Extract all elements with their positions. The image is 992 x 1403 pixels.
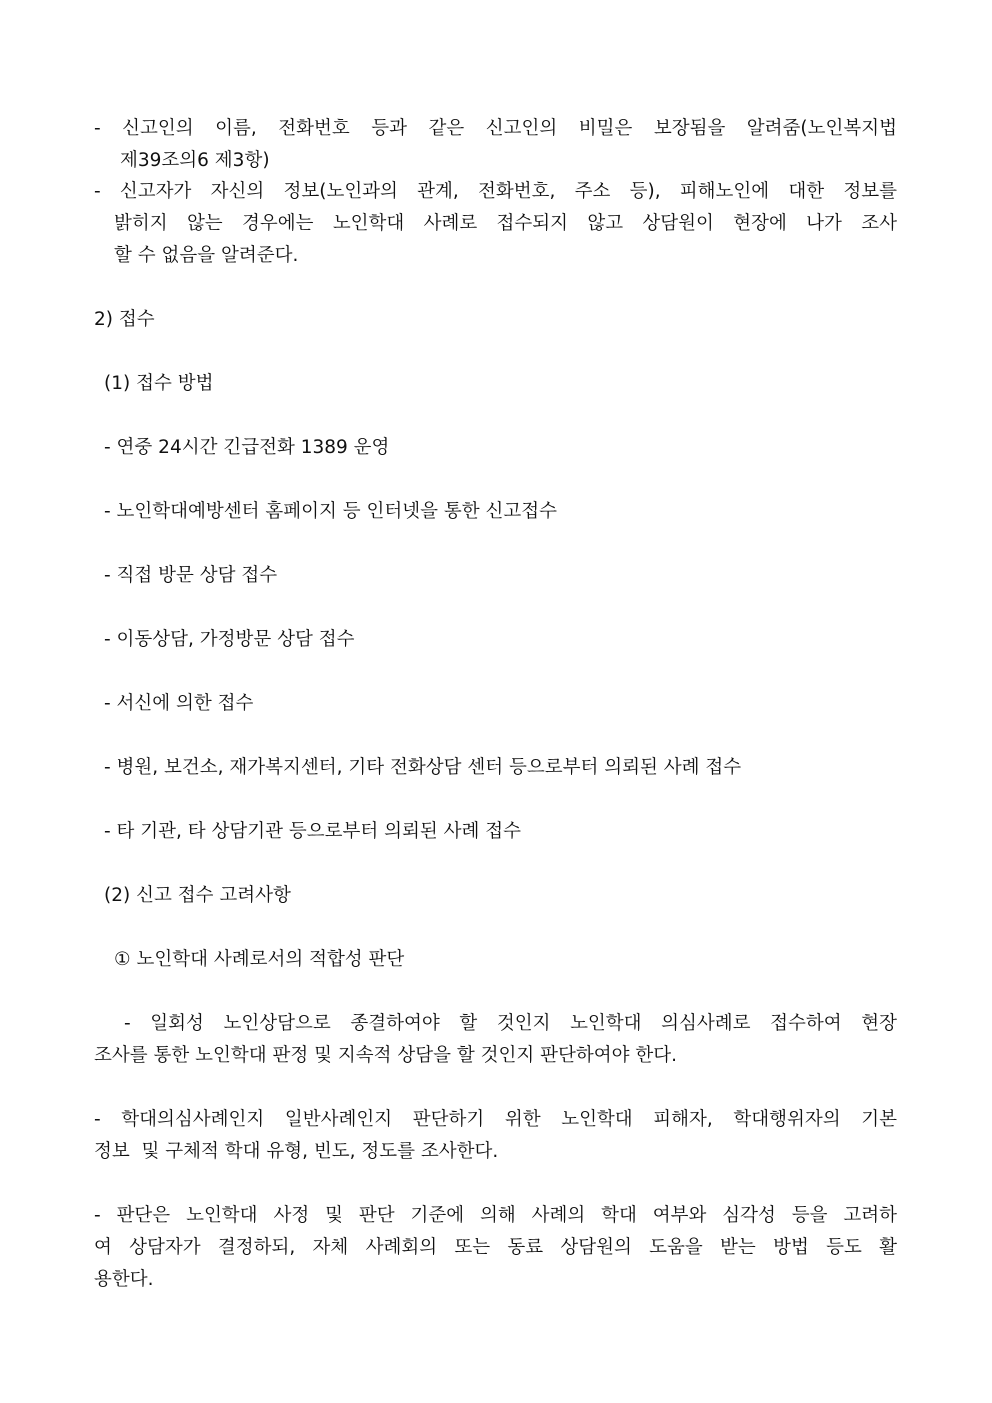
section-heading: 2) 접수: [94, 309, 155, 330]
paragraph-line: - 학대의심사례인지 일반사례인지 판단하기 위한 노인학대 피해자, 학대행위자의 기본: [94, 1109, 897, 1130]
notice-line: 할 수 없음을 알려준다.: [114, 245, 299, 266]
subsection-heading: (2) 신고 접수 고려사항: [104, 885, 291, 906]
notice-line: - 신고인의 이름, 전화번호 등과 같은 신고인의 비밀은 보장됨을 알려줌(노인복지법: [94, 118, 897, 139]
paragraph-line: - 판단은 노인학대 사정 및 판단 기준에 의해 사례의 학대 여부와 심각성 등을 고려하: [94, 1205, 897, 1226]
item-heading: ① 노인학대 사례로서의 적합성 판단: [114, 949, 405, 970]
paragraph-line: - 일회성 노인상담으로 종결하여야 할 것인지 노인학대 의심사례로 접수하여 현장: [124, 1013, 897, 1034]
list-item: - 타 기관, 타 상담기관 등으로부터 의뢰된 사례 접수: [104, 821, 522, 842]
notice-line: 제39조의6 제3항): [120, 150, 270, 171]
list-item: - 직접 방문 상담 접수: [104, 565, 278, 586]
list-item: - 노인학대예방센터 홈페이지 등 인터넷을 통한 신고접수: [104, 501, 557, 522]
list-item: - 서신에 의한 접수: [104, 693, 254, 714]
notice-line: 밝히지 않는 경우에는 노인학대 사례로 접수되지 않고 상담원이 현장에 나가 조사: [114, 213, 897, 234]
paragraph-line: 용한다.: [94, 1269, 154, 1290]
paragraph-line: 조사를 통한 노인학대 판정 및 지속적 상담을 할 것인지 판단하여야 한다.: [94, 1045, 677, 1066]
paragraph-line: 정보 및 구체적 학대 유형, 빈도, 정도를 조사한다.: [94, 1141, 499, 1162]
subsection-heading: (1) 접수 방법: [104, 373, 214, 394]
list-item: - 연중 24시간 긴급전화 1389 운영: [104, 437, 390, 458]
notice-line: - 신고자가 자신의 정보(노인과의 관계, 전화번호, 주소 등), 피해노인에 대한 정보를: [94, 181, 897, 202]
list-item: - 병원, 보건소, 재가복지센터, 기타 전화상담 센터 등으로부터 의뢰된 사례 접수: [104, 757, 742, 778]
paragraph-line: 여 상담자가 결정하되, 자체 사례회의 또는 동료 상담원의 도움을 받는 방법 등도 활: [94, 1237, 897, 1258]
list-item: - 이동상담, 가정방문 상담 접수: [104, 629, 355, 650]
